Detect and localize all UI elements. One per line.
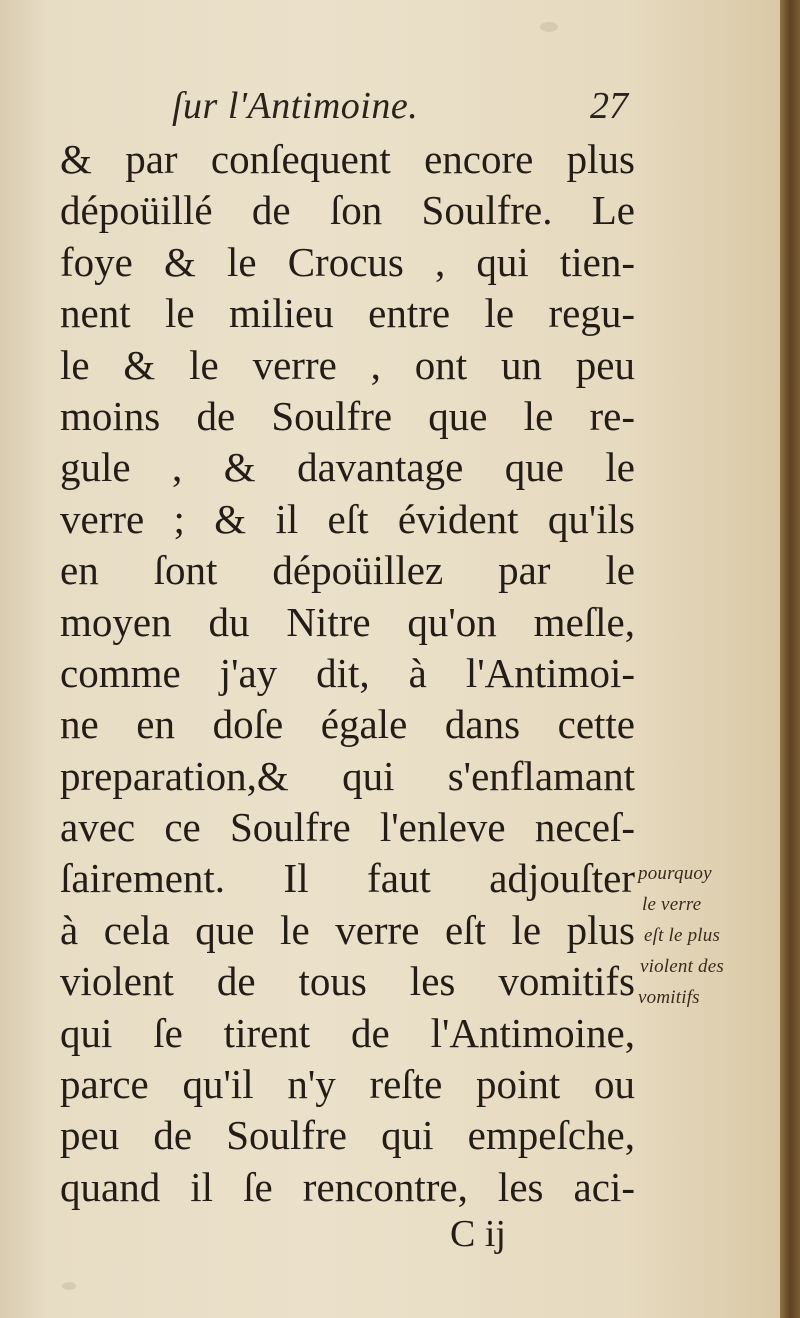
running-title: ſur l'Antimoine. [172,85,419,127]
paper-stain [540,22,558,32]
text-line: parce qu'il n'y reſte point ou [60,1061,635,1108]
running-head [60,78,630,130]
text-line: peu de Soulfre qui empeſche, [60,1112,635,1159]
text-line: preparation,& qui s'enflamant [60,752,635,799]
text-line: & par conſequent encore plus [60,136,635,182]
text-line: ſairement. Il faut adjouſter [60,855,635,902]
margin-note-line: eſt le plus [644,925,721,946]
text-line: moyen du Nitre qu'on meſle, [60,598,635,645]
text-line: comme j'ay dit, à l'Antimoi- [60,649,635,696]
text-line: moins de Soulfre que le re- [60,392,635,439]
handwritten-margin-note [638,858,798,1013]
text-line: le & le verre , ont un peu [60,341,635,388]
page-number: 27 [590,85,628,127]
text-line: en ſont dépoüillez par le [60,547,635,594]
text-line: dépoüillé de ſon Soulfre. Le [60,187,635,234]
body-text [60,134,635,1213]
book-edge [780,0,800,1318]
text-line: ne en doſe égale dans cette [60,701,635,748]
text-line: violent de tous les vomitifs [60,958,635,1005]
text-line: foye & le Crocus , qui tien- [60,238,635,285]
margin-note-line: pourquoy [638,863,712,884]
text-line: verre ; & il eſt évident qu'ils [60,495,635,542]
margin-note-line: violent des [640,956,724,977]
signature-mark: C ij [450,1213,506,1255]
margin-note-line: vomitifs [638,987,700,1008]
text-line: nent le milieu entre le regu- [60,290,635,337]
text-line: avec ce Soulfre l'enleve neceſ- [60,804,635,851]
text-line: qui ſe tirent de l'Antimoine, [60,1009,635,1056]
margin-note-line: le verre [642,894,702,915]
text-line: quand il ſe rencontre, les aci- [60,1163,635,1210]
paper-stain [62,1282,76,1290]
text-line: gule , & davantage que le [60,444,635,491]
text-line: à cela que le verre eſt le plus [60,906,635,953]
